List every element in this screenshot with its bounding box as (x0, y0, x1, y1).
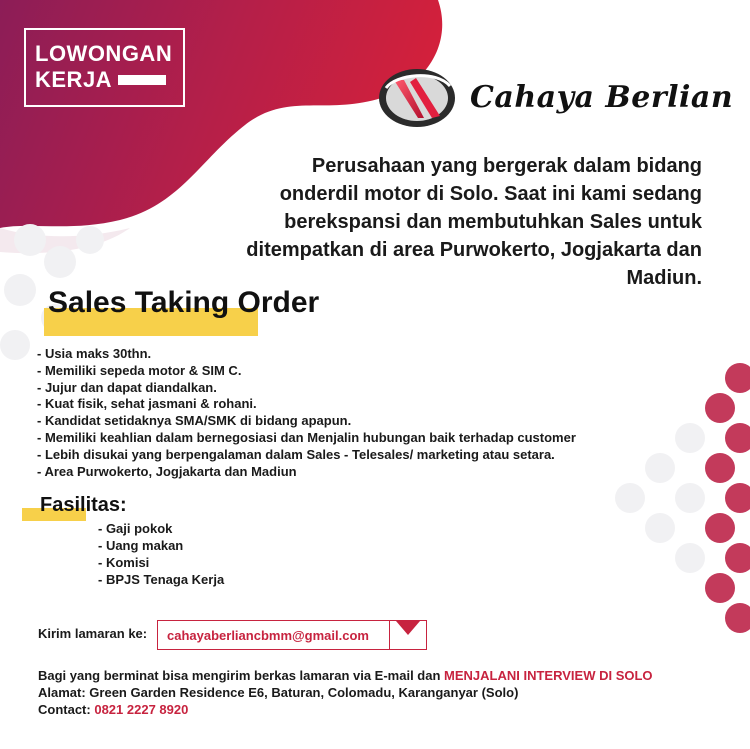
requirement-item: - Kandidat setidaknya SMA/SMK di bidang apapun. (37, 413, 352, 429)
facilities-list (98, 520, 224, 588)
requirement-item: - Kuat fisik, sehat jasmani & rohani. (37, 396, 257, 412)
interview-highlight: MENJALANI INTERVIEW DI SOLO (444, 668, 653, 683)
intro-line: ditempatkan di area Purwokerto, Jogjakarta dan (246, 239, 702, 261)
footer-text: Bagi yang berminat bisa mengirim berkas lamaran via E-mail dan (38, 668, 445, 683)
contact-label: Contact: (38, 702, 95, 717)
requirement-item: - Memiliki keahlian dalam bernegosiasi dan Menjalin hubungan baik terhadap customer (37, 429, 576, 445)
lowongan-kerja-badge (24, 28, 185, 107)
badge-bar (118, 75, 166, 85)
apply-label: Kirim lamaran ke: (38, 626, 148, 641)
requirement-item: - Memiliki sepeda motor & SIM C. (37, 362, 242, 378)
intro-line: Perusahaan yang bergerak dalam bidang (311, 155, 702, 177)
requirements-list (37, 346, 576, 480)
position-title: Sales Taking Order (48, 286, 320, 319)
right-dots-decoration (615, 363, 750, 633)
requirement-item: - Usia maks 30thn. (37, 346, 152, 361)
footer-info-line (38, 668, 653, 683)
facility-item: - Komisi (98, 555, 150, 570)
badge-line2: KERJA (35, 67, 113, 92)
facility-item: - BPJS Tenaga Kerja (98, 572, 225, 587)
requirement-item: - Area Purwokerto, Jogjakarta dan Madiun (37, 463, 297, 479)
facilities-title: Fasilitas: (40, 494, 127, 516)
contact-number[interactable]: 0821 2227 8920 (94, 702, 189, 717)
footer-address: Alamat: Green Garden Residence E6, Baturan, Colomadu, Karanganyar (Solo) (38, 685, 519, 700)
brand-name: Cahaya Berlian (470, 80, 734, 115)
intro-line: berekspansi dan membutuhkan Sales untuk (284, 211, 702, 233)
requirement-item: - Lebih disukai yang berpengalaman dalam Sales - Telesales/ marketing atau setara. (37, 446, 555, 462)
chevron-down-icon (389, 621, 426, 649)
email-box[interactable] (157, 620, 427, 650)
facility-item: - Gaji pokok (98, 521, 173, 536)
intro-line: onderdil motor di Solo. Saat ini kami sedang (279, 183, 702, 205)
cahaya-berlian-logo-icon (376, 66, 458, 130)
email-address[interactable]: cahayaberliancbmm@gmail.com (167, 627, 369, 643)
footer-contact (38, 702, 188, 717)
requirement-item: - Jujur dan dapat diandalkan. (37, 379, 217, 395)
facility-item: - Uang makan (98, 538, 184, 553)
intro-line: Madiun. (626, 267, 702, 289)
company-intro (182, 152, 702, 292)
badge-line1: LOWONGAN (35, 41, 173, 66)
